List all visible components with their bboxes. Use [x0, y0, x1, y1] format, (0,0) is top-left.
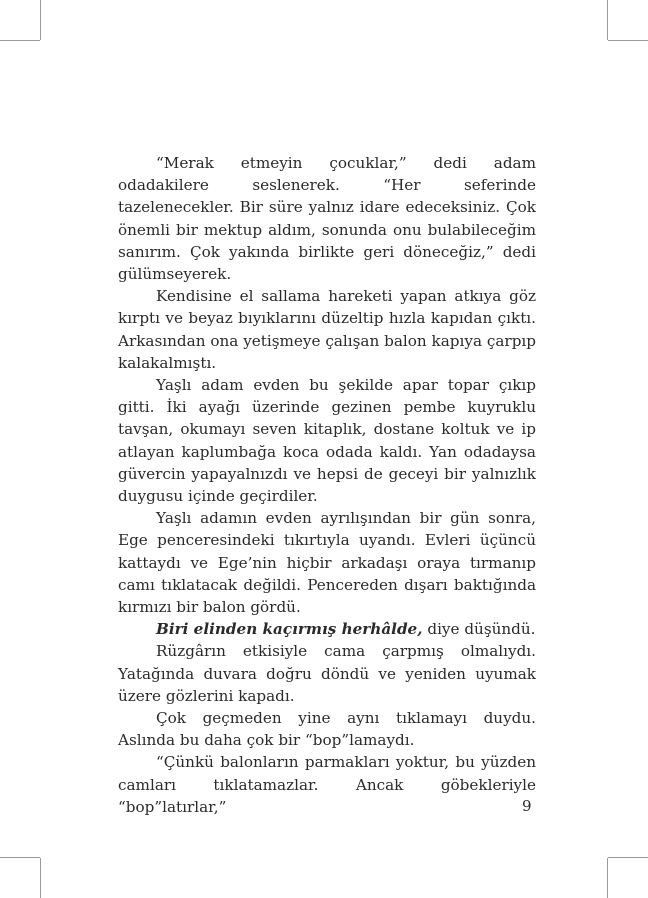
- thought-emphasis: Biri elinden kaçırmış herhâlde,: [156, 620, 423, 639]
- crop-mark-top-left: [40, 0, 41, 40]
- crop-mark-bottom-left: [40, 858, 41, 898]
- body-text: [118, 152, 536, 818]
- page-number: 9: [522, 797, 532, 815]
- paragraph: Çok geçmeden yine aynı tıklamayı duydu. Aslında bu daha çok bir “bop”lamaydı.: [118, 709, 536, 750]
- crop-mark-left-top: [0, 40, 40, 41]
- thought-paragraph: [118, 618, 536, 640]
- paragraph: Yaşlı adamın evden ayrılışından bir gün sonra, Ege penceresindeki tıkırtıyla uyandı. Evleri üçüncü kattaydı ve Ege’nin hiçbir arkadaşı oraya tırmanıp camı tıklatacak değildi. Pencereden dışarı baktığında kırmızı bir balon gördü.: [118, 509, 536, 617]
- paragraph: Yaşlı adam evden bu şekilde apar topar çıkıp gitti. İki ayağı üzerinde gezinen pembe kuyruklu tavşan, okumayı seven kitaplık, dostane koltuk ve ip atlayan kaplumbağa koca odada kaldı. Yan odadaysa güvercin yapayalnızdı ve hepsi de geceyi bir yalnızlık duygusu içinde geçirdiler.: [118, 376, 536, 506]
- crop-mark-right-top: [608, 40, 648, 41]
- thought-rest: diye düşündü.: [422, 620, 536, 639]
- crop-mark-left-bottom: [0, 857, 40, 858]
- crop-mark-bottom-right: [607, 858, 608, 898]
- paragraph: Kendisine el sallama hareketi yapan atkıya göz kırptı ve beyaz bıyıklarını düzeltip hızla kapıdan çıktı. Arkasından ona yetişmeye çalışan balon kapıya çarpıp kalakalmıştı.: [118, 287, 536, 372]
- crop-mark-right-bottom: [608, 857, 648, 858]
- paragraph: “Merak etmeyin çocuklar,” dedi adam odadakilere seslenerek. “Her seferinde tazelenecekler. Bir süre yalnız idare edeceksiniz. Çok önemli bir mektup aldım, sonunda onu bulabileceğim sanırım. Çok yakında birlikte geri döneceğiz,” dedi gülümseyerek.: [118, 154, 536, 284]
- paragraph: “Çünkü balonların parmakları yoktur, bu yüzden camları tıklatamazlar. Ancak göbekleriyle “bop”latırlar,”: [118, 753, 536, 816]
- paragraph: Rüzgârın etkisiyle cama çarpmış olmalıydı. Yatağında duvara doğru döndü ve yeniden uyumak üzere gözlerini kapadı.: [118, 642, 536, 705]
- crop-mark-top-right: [607, 0, 608, 40]
